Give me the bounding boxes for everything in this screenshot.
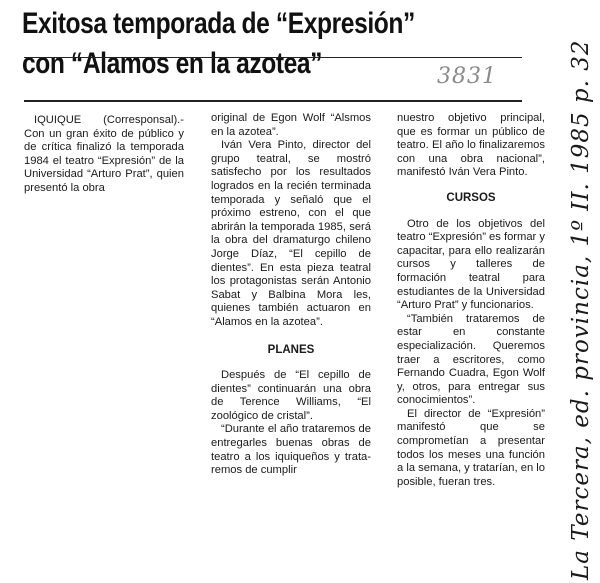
headline-line-1: Exitosa temporada de “Expresión” (22, 7, 415, 40)
headline-underline-1 (24, 57, 522, 58)
paragraph: El director de “Expresión” manifestó que se comprometían a presentar todos los meses una función a la semana, y tratarían, en lo posible, fueran tres. (397, 407, 546, 488)
headline-line-2: con “Alamos en la azotea” (22, 47, 323, 80)
paragraph: original de Egon Wolf “Alsmos en la azotea”. (211, 112, 371, 138)
handwritten-catalog-number: 3831 (437, 64, 497, 89)
paragraph: nuestro objetivo principal, que es formar un público de teatro. El año lo finalizaremos con una obra nacional”, manifestó Iván Vera Pinto. (397, 112, 545, 179)
section-heading-planes: PLANES (267, 343, 315, 356)
handwritten-source-note: La Tercera, ed. provincia, 1º II. 1985 p. 32 (568, 39, 594, 580)
paragraph: “También trataremos de estar en constante especialización. Queremos traer a escritores, como Fernando Cuadra, Egon Wolf y, otros, para entregar sus conocimientos”. (397, 312, 545, 407)
paragraph: Después de “El cepillo de dientes” continuarán una obra de Terence Williams, “El zoológico de cristal”. (211, 369, 371, 422)
paragraph: Iván Vera Pinto, director del grupo teatral, se mostró satisfecho por los resultados logrados en la recién terminada temporada y señaló que el próximo estreno, con el que abrirán la temporada 1985, será la obra del dramaturgo chileno Jorge Díaz, “El cepillo de dientes”. En esta pieza teatral los protagonistas serán Antonio Sabat y Balbina Mora les, quienes también actuaron en “Alamos en la azotea”. (211, 139, 371, 328)
section-heading-cursos: CURSOS (446, 191, 496, 204)
paragraph: Otro de los objetivos del teatro “Expresión” es formar y capacitar, para ello realizarán cursos y talleres de formación teatral para estudiantes de la Universidad “Arturo Prat” y funcionarios. (397, 217, 545, 312)
headline-underline-2 (24, 100, 522, 102)
paragraph: “Durante el año trataremos de entregarles buenas obras de teatro a los iquiqueños y trata-remos de cumplir (211, 423, 371, 477)
article-column-1 (24, 114, 184, 196)
article-column-2 (211, 112, 371, 478)
headline (22, 4, 432, 84)
paragraph: IQUIQUE (Corresponsal).- Con un gran éxito de público y de crítica finalizó la temporada 1984 el teatro “Expresión” de la Universidad “Arturo Prat”, quien presentó la obra (24, 114, 184, 194)
article-column-3 (397, 112, 545, 489)
